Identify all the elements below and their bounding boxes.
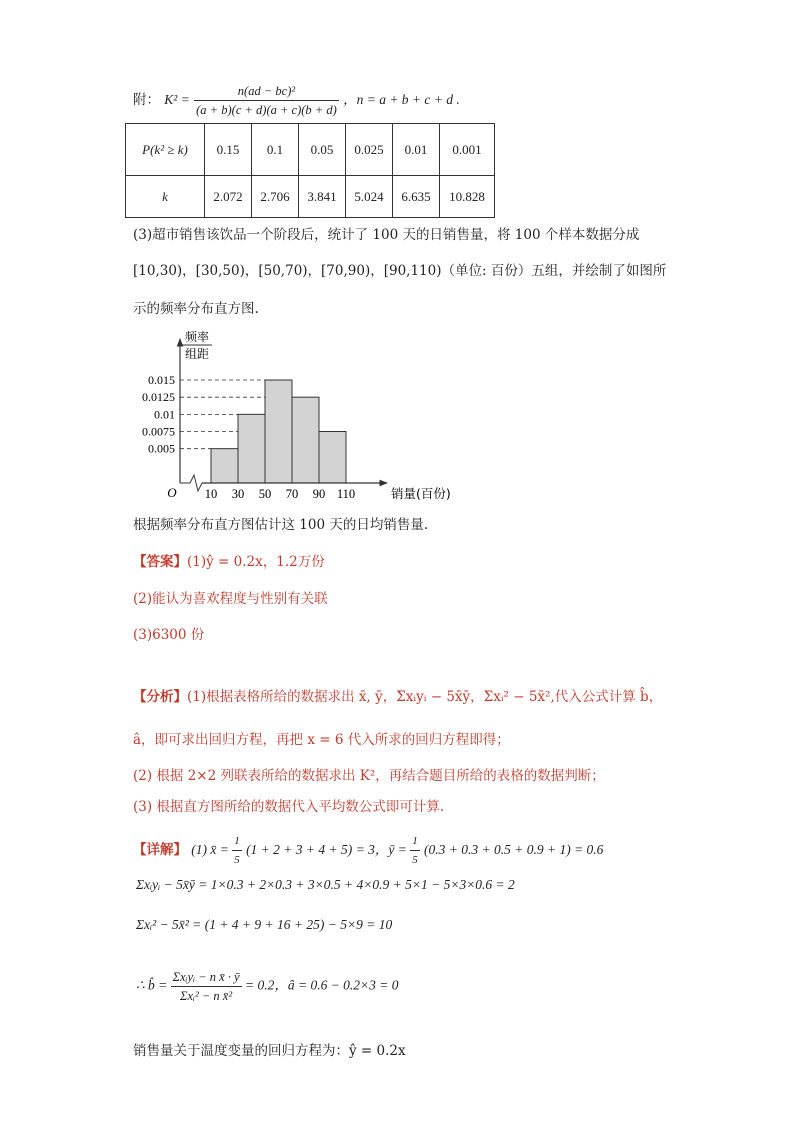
formula-denominator: (a + b)(c + d)(a + c)(b + d) — [196, 103, 337, 117]
analysis-tag: 【分析】 — [133, 689, 187, 705]
y-tick-label: 0.01 — [154, 407, 175, 422]
table-cell: 0.1 — [252, 124, 299, 176]
formula-lhs: K² = — [164, 92, 190, 107]
formula-n: ，n = a + b + c + d . — [343, 92, 460, 107]
histogram-bar — [319, 432, 346, 483]
slope-numerator: Σxᵢyᵢ − n x̄ · ȳ — [171, 968, 242, 987]
table-cell: 6.635 — [393, 176, 440, 218]
frequency-histogram — [125, 325, 455, 505]
analysis-1: (1)根据表格所给的数据求出 x̄, ȳ，Σxᵢyᵢ − 5x̄ȳ，Σxᵢ² − 5x̄²,代入公式计算 b̂， — [187, 689, 663, 705]
histogram-bar — [265, 380, 292, 483]
table-cell: 3.841 — [299, 176, 346, 218]
table-row-label-k: k — [126, 176, 205, 218]
table-cell: 5.024 — [346, 176, 393, 218]
detail-tag: 【详解】 — [133, 842, 187, 858]
frac-den: 5 — [234, 854, 240, 866]
detail-4-post: = 0.2，â = 0.6 − 0.2×3 = 0 — [244, 977, 399, 993]
detail-1b: (1 + 2 + 3 + 4 + 5) = 3，ȳ = — [246, 842, 411, 857]
table-cell: 0.15 — [205, 124, 252, 176]
detail-4 — [136, 968, 399, 1005]
answer-3: (3)6300 份 — [133, 627, 205, 643]
analysis-2: â，即可求出回归方程，再把 x = 6 代入所求的回归方程即得； — [133, 732, 510, 748]
origin-label: O — [167, 485, 177, 500]
y-label-numerator: 频率 — [184, 330, 210, 344]
y-tick-label: 0.0075 — [142, 424, 175, 439]
table-cell: 0.05 — [299, 124, 346, 176]
formula-numerator: n(ad − bc)² — [194, 82, 339, 101]
x-tick-label: 110 — [336, 487, 356, 501]
critical-value-table — [125, 123, 495, 218]
answer-1: (1)ŷ = 0.2x，1.2万份 — [187, 554, 325, 570]
detail-3: Σxᵢ² − 5x̄² = (1 + 4 + 9 + 16 + 25) − 5×9 = 10 — [136, 917, 393, 932]
fraction-one-fifth — [232, 832, 242, 869]
q3-after-chart: 根据频率分布直方图估计这 100 天的日均销售量. — [133, 517, 429, 533]
analysis-3: (2) 根据 2×2 列联表所给的数据求出 K²，再结合题目所给的表格的数据判断； — [133, 768, 605, 784]
axis-break-icon — [180, 475, 202, 491]
x-axis-label: 销量(百份) — [391, 486, 451, 501]
histogram-bar — [238, 414, 265, 483]
frac-num: 1 — [232, 832, 242, 851]
histogram-bar — [211, 449, 238, 483]
x-tick-label: 90 — [312, 487, 326, 501]
analysis-line1 — [133, 688, 662, 706]
fraction-one-fifth-2 — [410, 832, 420, 869]
detail-1a: (1) x̄ = — [191, 842, 233, 857]
y-tick-label: 0.0125 — [142, 390, 175, 405]
y-tick-label: 0.005 — [148, 441, 175, 456]
table-cell: 0.01 — [393, 124, 440, 176]
x-tick-label: 10 — [204, 487, 218, 501]
y-tick-label: 0.015 — [148, 373, 175, 388]
frac-num: 1 — [410, 832, 420, 851]
detail-5: 销售量关于温度变量的回归方程为：ŷ = 0.2x — [133, 1043, 406, 1059]
table-cell: 10.828 — [440, 176, 495, 218]
detail-line1 — [133, 832, 603, 869]
detail-4-pre: ∴ b̂ = — [136, 977, 168, 993]
x-tick-label: 30 — [231, 487, 245, 501]
detail-1c: (0.3 + 0.3 + 0.5 + 0.9 + 1) = 0.6 — [424, 842, 604, 857]
x-tick-label: 70 — [285, 487, 299, 501]
answer-line1 — [133, 553, 325, 571]
slope-fraction — [171, 968, 242, 1005]
frac-den: 5 — [412, 854, 418, 866]
table-row-label-p: P(k² ≥ k) — [126, 124, 205, 176]
formula-fraction — [194, 82, 339, 119]
table-cell: 2.072 — [205, 176, 252, 218]
answer-tag: 【答案】 — [133, 554, 187, 570]
formula-line — [133, 82, 460, 119]
histogram-bar — [292, 397, 319, 483]
table-cell: 2.706 — [252, 176, 299, 218]
slope-denominator: Σxᵢ² − n x̄² — [180, 989, 233, 1003]
analysis-4: (3) 根据直方图所给的数据代入平均数公式即可计算. — [133, 799, 445, 815]
x-tick-label: 50 — [258, 487, 272, 501]
y-label-denominator: 组距 — [184, 347, 210, 361]
q3-line3: 示的频率分布直方图. — [133, 301, 259, 317]
formula-prefix: 附： — [133, 92, 160, 108]
table-cell: 0.025 — [346, 124, 393, 176]
q3-line1: (3)超市销售该饮品一个阶段后，统计了 100 天的日销售量，将 100 个样本数据分成 — [133, 227, 640, 243]
answer-2: (2)能认为喜欢程度与性别有关联 — [133, 591, 328, 607]
q3-line2: [10,30)，[30,50)，[50,70)，[70,90)，[90,110)（单位: 百份）五组，并绘制了如图所 — [133, 263, 667, 279]
table-cell: 0.001 — [440, 124, 495, 176]
detail-2: Σxᵢyᵢ − 5x̄ȳ = 1×0.3 + 2×0.3 + 3×0.5 + 4×0.9 + 5×1 − 5×3×0.6 = 2 — [136, 877, 515, 892]
